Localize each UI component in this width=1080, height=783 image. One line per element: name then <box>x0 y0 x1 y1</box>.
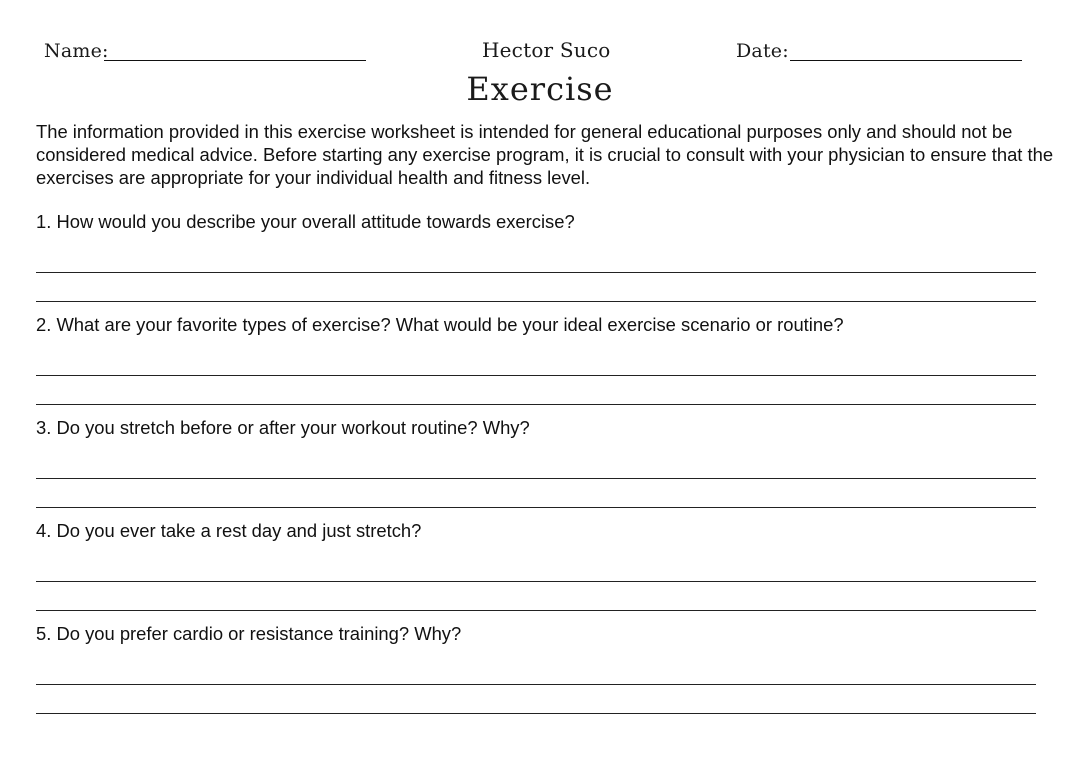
answer-line-3a[interactable] <box>36 478 1036 479</box>
intro-disclaimer: The information provided in this exercise worksheet is intended for general educational purposes only and should not be considered medical advice. Before starting any exercise program, it is crucial to consult with your physician to ensure that the exercises are appropriate for your individual health and fitness level. <box>36 121 1054 188</box>
question-5: 5. Do you prefer cardio or resistance training? Why? <box>36 623 462 644</box>
author-name: Hector Suco <box>482 38 611 62</box>
answer-line-1b[interactable] <box>36 301 1036 302</box>
name-field-line[interactable] <box>104 60 366 61</box>
date-field-line[interactable] <box>790 60 1022 61</box>
answer-line-3b[interactable] <box>36 507 1036 508</box>
worksheet-title: Exercise <box>466 70 614 108</box>
name-label: Name: <box>44 40 109 62</box>
answer-line-2b[interactable] <box>36 404 1036 405</box>
answer-line-5a[interactable] <box>36 684 1036 685</box>
answer-line-2a[interactable] <box>36 375 1036 376</box>
answer-line-4a[interactable] <box>36 581 1036 582</box>
answer-line-1a[interactable] <box>36 272 1036 273</box>
question-3: 3. Do you stretch before or after your workout routine? Why? <box>36 417 530 438</box>
answer-line-5b[interactable] <box>36 713 1036 714</box>
question-1: 1. How would you describe your overall attitude towards exercise? <box>36 211 575 232</box>
question-4: 4. Do you ever take a rest day and just stretch? <box>36 520 422 541</box>
header-row <box>0 36 1080 66</box>
answer-line-4b[interactable] <box>36 610 1036 611</box>
question-2: 2. What are your favorite types of exercise? What would be your ideal exercise scenario or routine? <box>36 314 844 335</box>
date-label: Date: <box>736 40 789 62</box>
